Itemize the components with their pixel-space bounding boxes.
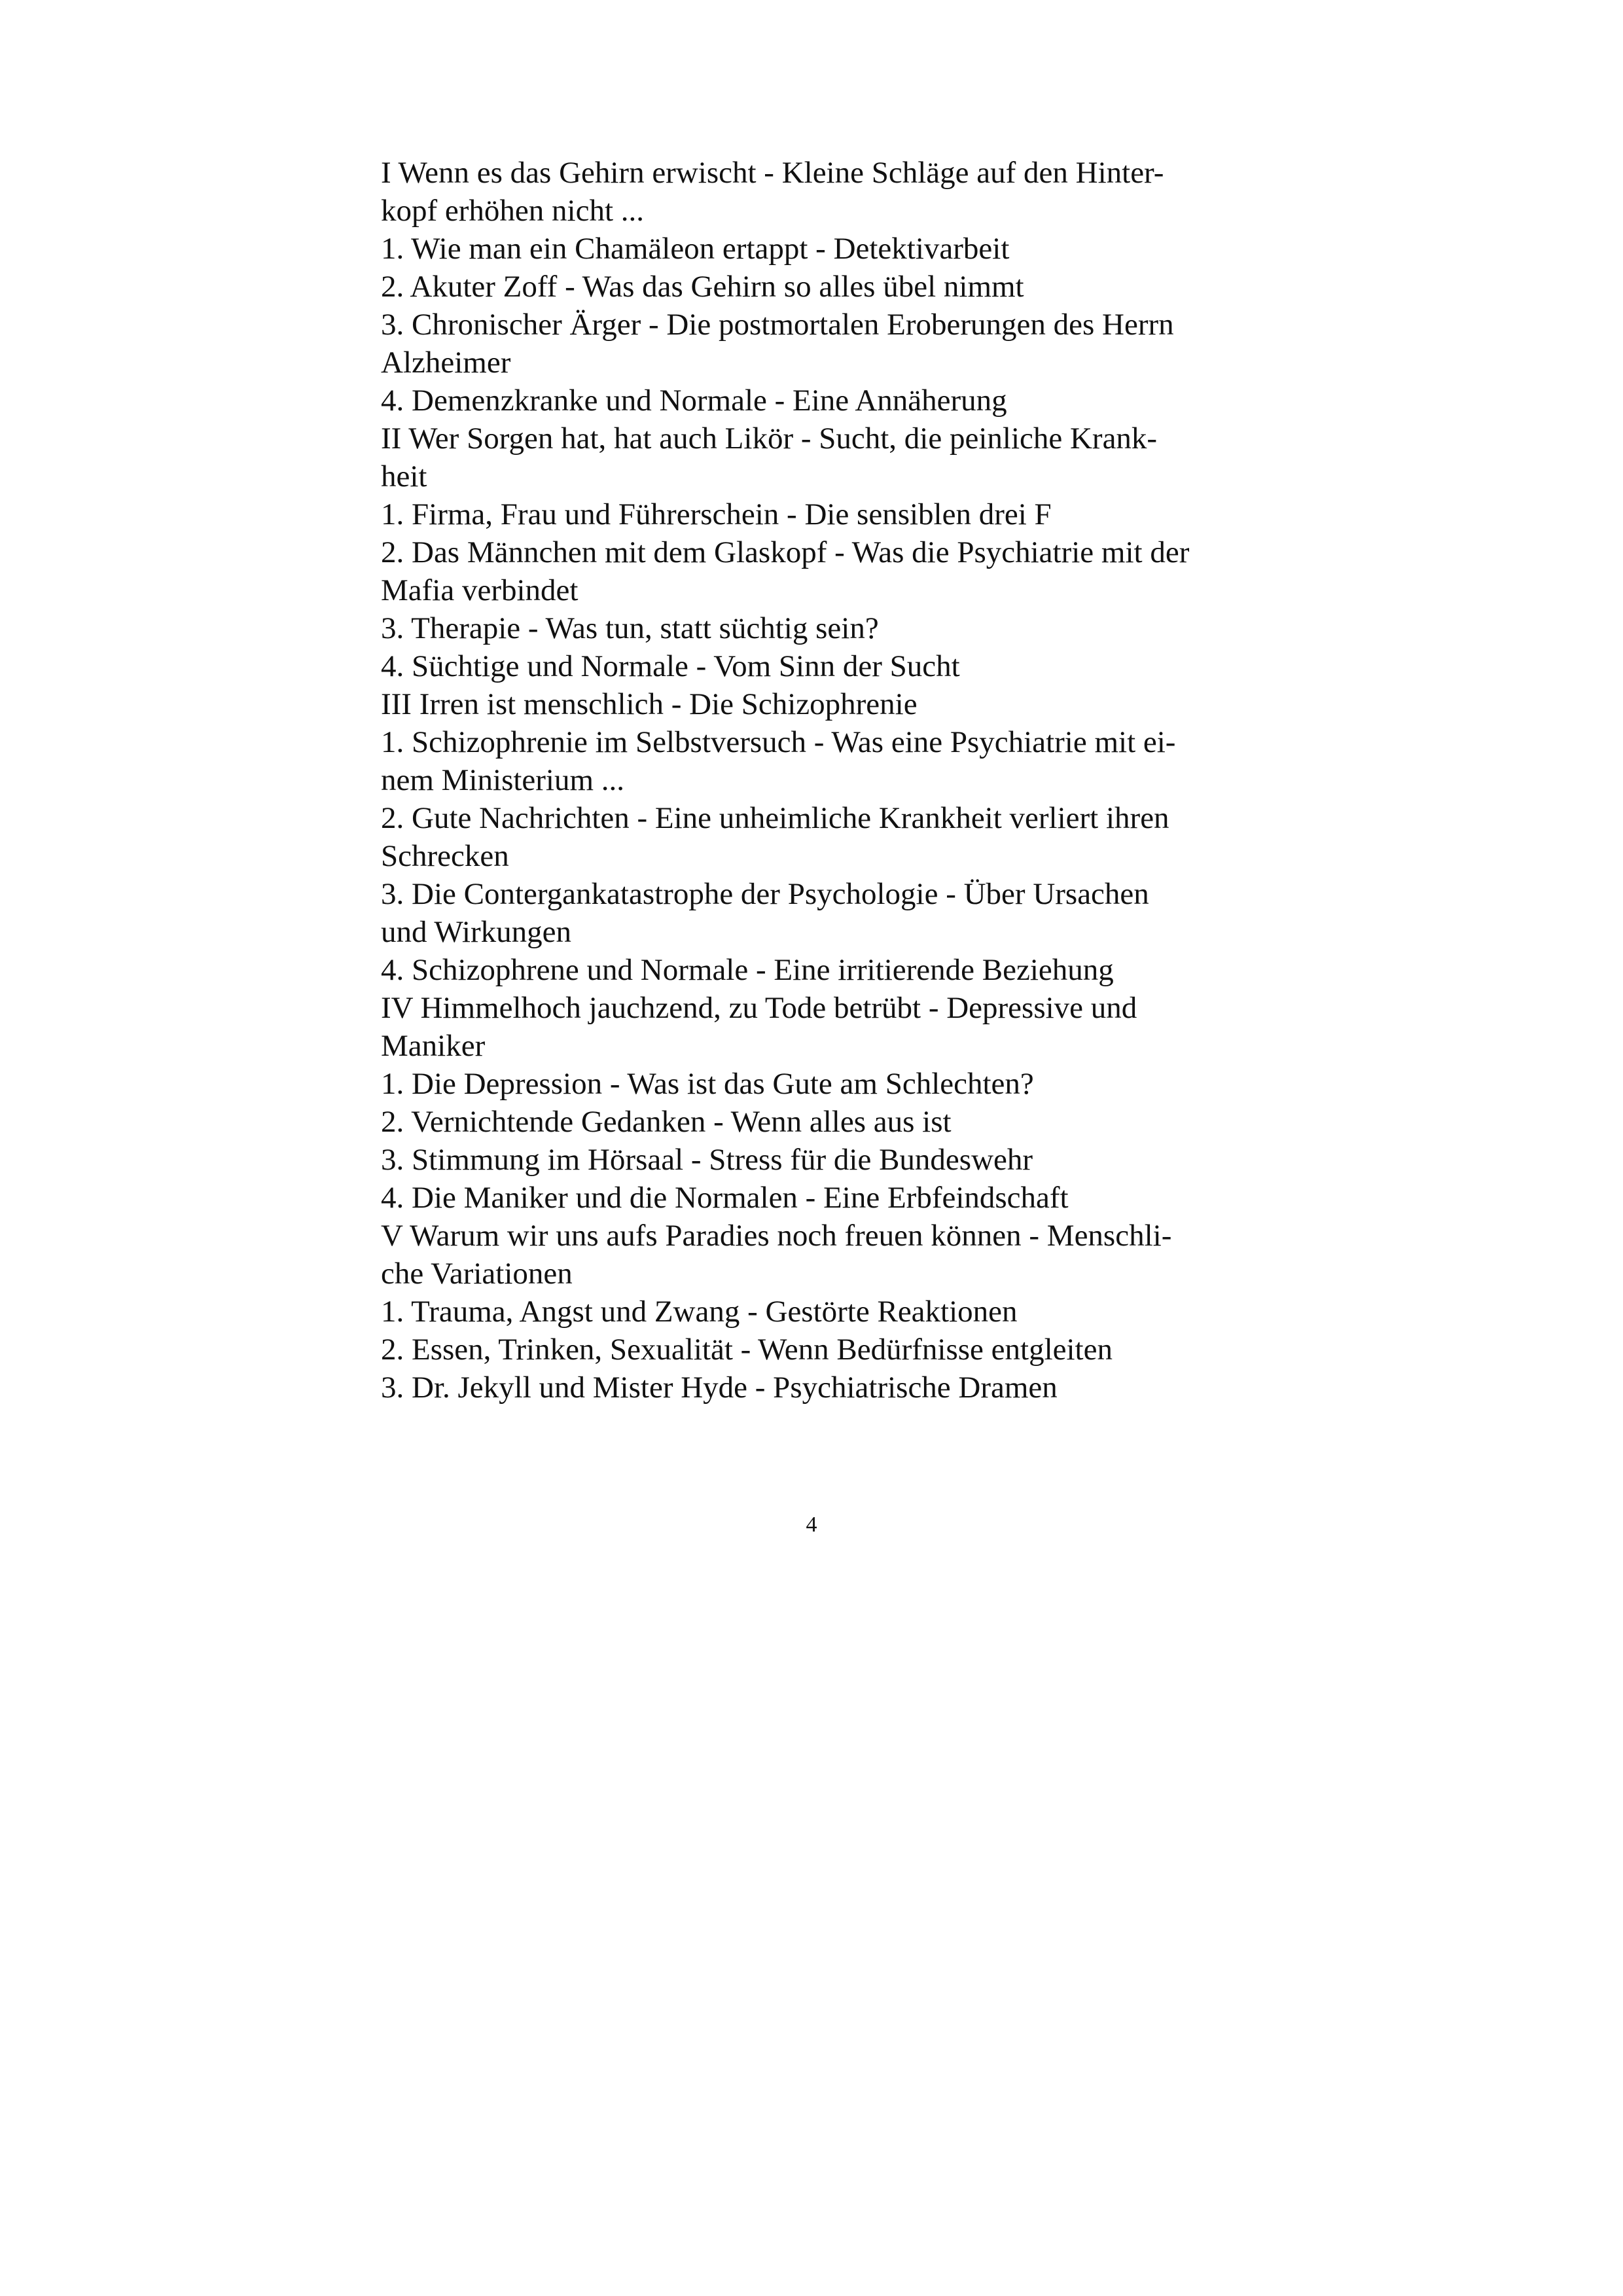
toc-entry-3-4: 4. Schizophrene und Normale - Eine irritierende Beziehung: [381, 953, 1114, 987]
toc-entry-1-1: 1. Wie man ein Chamäleon ertappt - Detektivarbeit: [381, 232, 1010, 266]
toc-entry-part-4: IV Himmelhoch jauchzend, zu Tode betrübt - Depressive und Maniker: [381, 991, 1137, 1063]
toc-entry-2-4: 4. Süchtige und Normale - Vom Sinn der Sucht: [381, 649, 960, 683]
toc-entry-4-3: 3. Stimmung im Hörsaal - Stress für die Bundeswehr: [381, 1143, 1033, 1177]
toc-entry-3-3: 3. Die Contergankatastrophe der Psychologie - Über Ursachen und Wirkungen: [381, 877, 1149, 949]
toc-entry-2-2: 2. Das Männchen mit dem Glaskopf - Was die Psychiatrie mit der Mafia verbindet: [381, 535, 1190, 607]
toc-entry-1-3: 3. Chronischer Ärger - Die postmortalen Eroberungen des Herrn Alzheimer: [381, 308, 1174, 380]
toc-entry-part-5: V Warum wir uns aufs Paradies noch freuen können - Menschli- che Variationen: [381, 1219, 1172, 1291]
toc-entry-4-1: 1. Die Depression - Was ist das Gute am Schlechten?: [381, 1067, 1034, 1101]
toc-entry-5-3: 3. Dr. Jekyll und Mister Hyde - Psychiatrische Dramen: [381, 1371, 1058, 1405]
toc-entry-1-2: 2. Akuter Zoff - Was das Gehirn so alles übel nimmt: [381, 270, 1024, 304]
toc-entry-2-1: 1. Firma, Frau und Führerschein - Die sensiblen drei F: [381, 497, 1052, 531]
toc-entry-3-1: 1. Schizophrenie im Selbstversuch - Was eine Psychiatrie mit ei- nem Ministerium ...: [381, 725, 1176, 797]
toc-entry-part-2: II Wer Sorgen hat, hat auch Likör - Sucht, die peinliche Krank- heit: [381, 422, 1158, 493]
toc-entry-4-4: 4. Die Maniker und die Normalen - Eine Erbfeindschaft: [381, 1181, 1069, 1215]
toc-entry-part-3: III Irren ist menschlich - Die Schizophrenie: [381, 687, 918, 721]
table-of-contents: [381, 154, 1258, 1407]
toc-entry-5-2: 2. Essen, Trinken, Sexualität - Wenn Bedürfnisse entgleiten: [381, 1333, 1113, 1367]
toc-entry-1-4: 4. Demenzkranke und Normale - Eine Annäherung: [381, 384, 1007, 418]
toc-entry-part-1: I Wenn es das Gehirn erwischt - Kleine Schläge auf den Hinter- kopf erhöhen nicht ...: [381, 156, 1164, 228]
toc-entry-4-2: 2. Vernichtende Gedanken - Wenn alles aus ist: [381, 1105, 952, 1139]
page-number: 4: [806, 1513, 817, 1537]
toc-entry-5-1: 1. Trauma, Angst und Zwang - Gestörte Reaktionen: [381, 1295, 1018, 1329]
toc-entry-2-3: 3. Therapie - Was tun, statt süchtig sein?: [381, 611, 879, 645]
toc-entry-3-2: 2. Gute Nachrichten - Eine unheimliche Krankheit verliert ihren Schrecken: [381, 801, 1169, 873]
